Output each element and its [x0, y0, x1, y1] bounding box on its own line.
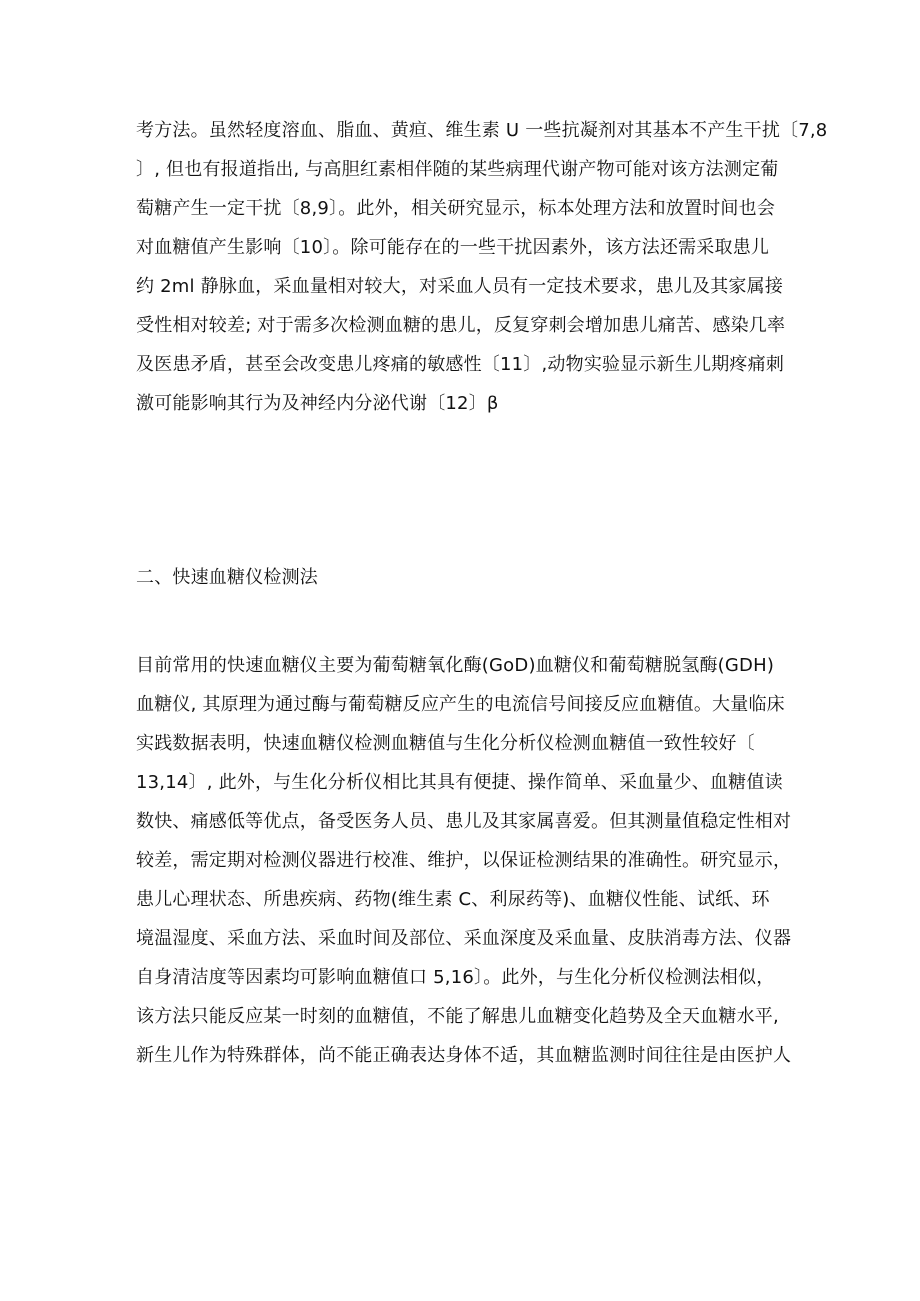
text-line: 患儿心理状态、所患疾病、药物(维生素 C、利尿药等)、血糖仪性能、试纸、环: [136, 889, 770, 910]
text-line: 及医患矛盾，甚至会改变患儿疼痛的敏感性〔11〕,动物实验显示新生儿期疼痛刺: [136, 354, 785, 375]
text-line: 激可能影响其行为及神经内分泌代谢〔12〕β: [136, 393, 499, 414]
text-line: 目前常用的快速血糖仪主要为葡萄糖氧化酶(GoD)血糖仪和葡萄糖脱氢酶(GDH): [136, 655, 775, 676]
text-line: 萄糖产生一定干扰〔8,9〕。此外，相关研究显示，标本处理方法和放置时间也会: [136, 198, 776, 219]
section-heading: [136, 558, 796, 597]
text-line: 自身清洁度等因素均可影响血糖值口 5,16〕。此外，与生化分析仪检测法相似，: [136, 967, 775, 988]
text-line: 考方法。虽然轻度溶血、脂血、黄疸、维生素 U 一些抗凝剂对其基本不产生干扰〔7,8: [136, 120, 828, 141]
text-line: 受性相对较差; 对于需多次检测血糖的患儿，反复穿刺会增加患儿痛苦、感染几率: [136, 315, 786, 336]
text-line: 对血糖值产生影响〔10〕。除可能存在的一些干扰因素外，该方法还需采取患儿: [136, 237, 770, 258]
section-heading-text: 二、快速血糖仪检测法: [136, 567, 318, 588]
text-line: 实践数据表明，快速血糖仪检测血糖值与生化分析仪检测血糖值一致性较好〔: [136, 733, 755, 754]
text-line: 数快、痛感低等优点，备受医务人员、患儿及其家属喜爱。但其测量值稳定性相对: [136, 811, 792, 832]
text-line: 〕, 但也有报道指出, 与高胆红素相伴随的某些病理代谢产物可能对该方法测定葡: [136, 159, 779, 180]
text-line: 新生儿作为特殊群体，尚不能正确表达身体不适，其血糖监测时间往往是由医护人: [136, 1045, 792, 1066]
text-line: 血糖仪, 其原理为通过酶与葡萄糖反应产生的电流信号间接反应血糖值。大量临床: [136, 694, 785, 715]
paragraph-glucometer-method: [136, 646, 796, 1075]
text-line: 13,14〕, 此外，与生化分析仪相比其具有便捷、操作简单、采血量少、血糖值读: [136, 772, 783, 793]
paragraph-interference-factors: [136, 111, 828, 423]
text-line: 该方法只能反应某一时刻的血糖值，不能了解患儿血糖变化趋势及全天血糖水平,: [136, 1006, 779, 1027]
text-line: 较差，需定期对检测仪器进行校准、维护，以保证检测结果的准确性。研究显示，: [136, 850, 792, 871]
text-line: 约 2ml 静脉血，采血量相对较大，对采血人员有一定技术要求，患儿及其家属接: [136, 276, 784, 297]
text-line: 境温湿度、采血方法、采血时间及部位、采血深度及采血量、皮肤消毒方法、仪器: [136, 928, 792, 949]
